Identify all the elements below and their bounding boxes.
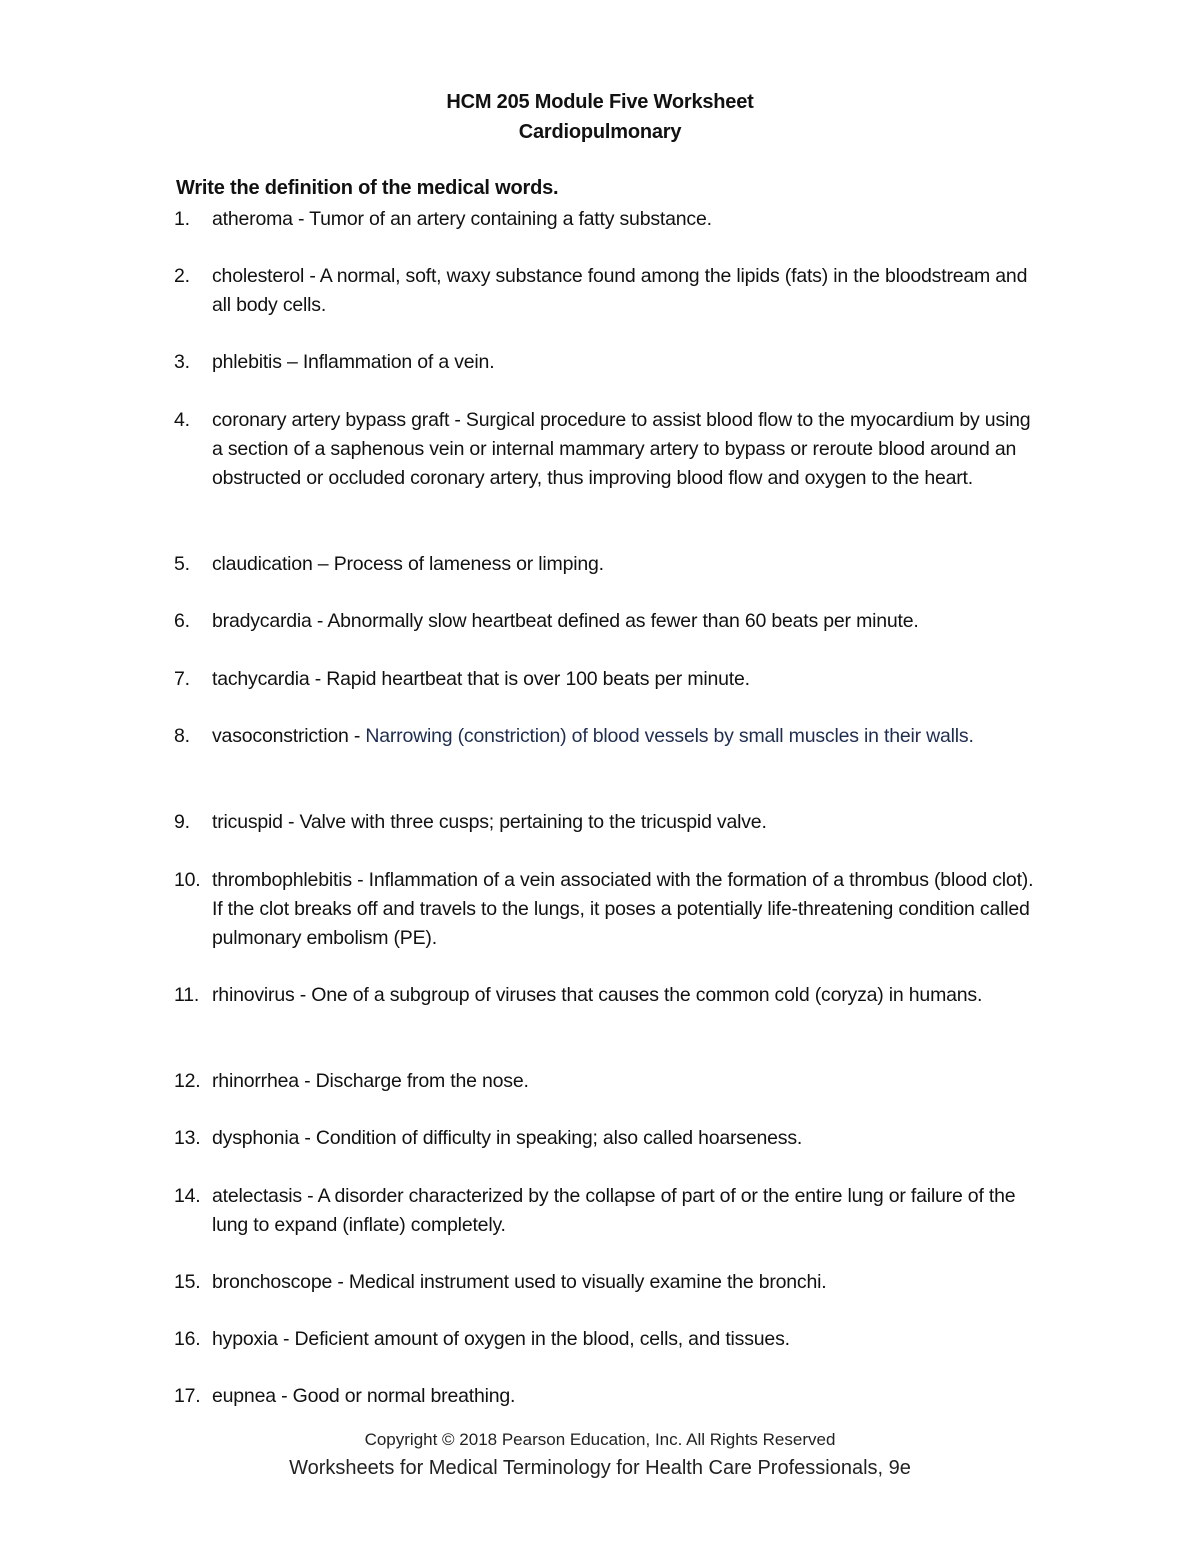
item-definition: Medical instrument used to visually examine the bronchi. [348,1271,827,1293]
item-term: rhinorrhea [212,1070,299,1092]
item-separator: - [348,725,366,747]
item-term: coronary artery bypass graft [212,409,450,431]
item-separator: - [277,1328,295,1350]
item-number: 15. [174,1271,201,1293]
list-item [174,1067,1044,1096]
item-number: 2. [174,265,190,287]
item-term: hypoxia [212,1328,278,1350]
item-number: 11. [174,984,200,1006]
item-number: 10. [174,869,201,891]
item-definition: Process of lameness or limping. [333,553,604,575]
item-term: phlebitis [212,351,282,373]
item-term: thrombophlebitis [212,869,352,891]
item-separator: - [351,869,369,891]
instruction-heading: Write the definition of the medical words. [176,177,559,199]
item-separator: - [332,1271,349,1293]
item-definition: Condition of difficulty in speaking; also called hoarseness. [315,1127,803,1149]
item-definition: Abnormally slow heartbeat defined as fewer than 60 beats per minute. [327,610,919,632]
item-definition: Discharge from the nose. [315,1070,529,1092]
list-item [174,665,1044,694]
item-term: dysphonia [212,1127,300,1149]
list-item [174,406,1044,493]
item-term: cholesterol [212,265,305,287]
item-number: 17. [174,1385,201,1407]
list-item [174,1325,1044,1354]
item-separator: - [294,984,312,1006]
item-separator: - [449,409,466,431]
item-definition: Deficient amount of oxygen in the blood, cells, and tissues. [294,1328,790,1350]
list-item [174,1182,1044,1240]
item-term: tachycardia [212,668,310,690]
item-separator: - [282,811,300,833]
item-number: 7. [174,668,190,690]
list-item [174,607,1044,636]
item-definition: Surgical procedure to assist blood flow to the myocardium by using a section of a saphenous vein or internal mammary artery to bypass or reroute blood around an obstructed or occluded coronary artery, thus improving blood flow and oxygen to the heart. [212,409,1031,489]
book-title-footer: Worksheets for Medical Terminology for Health Care Professionals, 9e [289,1457,911,1479]
item-definition: Valve with three cusps; pertaining to the tricuspid valve. [299,811,767,833]
item-definition: Narrowing (constriction) of blood vessels by small muscles in their walls. [365,725,974,747]
item-number: 14. [174,1185,201,1207]
list-item [174,722,1044,751]
item-separator: - [304,265,320,287]
page-title: HCM 205 Module Five Worksheet [446,91,754,113]
item-definition: Rapid heartbeat that is over 100 beats per minute. [326,668,750,690]
item-number: 1. [174,208,190,230]
list-item [174,1268,1044,1297]
item-term: bradycardia [212,610,312,632]
item-number: 5. [174,553,190,575]
copyright-footer: Copyright © 2018 Pearson Education, Inc. All Rights Reserved [364,1430,836,1449]
item-number: 4. [174,409,190,431]
item-term: atelectasis [212,1185,302,1207]
item-separator: - [298,1070,316,1092]
item-number: 16. [174,1328,201,1350]
item-definition: Inflammation of a vein associated with the formation of a thrombus (blood clot). If the clot breaks off and travels to the lungs, it poses a potentially life-threatening condition called pulmonary embolism (PE). [212,869,1034,949]
list-item [174,808,1044,837]
item-number: 13. [174,1127,201,1149]
item-definition: One of a subgroup of viruses that causes the common cold (coryza) in humans. [311,984,983,1006]
item-term: bronchoscope [212,1271,333,1293]
list-item [174,1382,1044,1411]
item-term: rhinovirus [212,984,295,1006]
item-number: 12. [174,1070,201,1092]
item-definition: Tumor of an artery containing a fatty substance. [309,208,712,230]
item-definition: A disorder characterized by the collapse of part of or the entire lung or failure of the lung to expand (inflate) completely. [212,1185,1016,1236]
item-term: atheroma [212,208,293,230]
item-separator: - [275,1385,293,1407]
item-separator: - [309,668,327,690]
item-term: claudication [212,553,313,575]
item-separator: - [301,1185,318,1207]
item-number: 6. [174,610,190,632]
item-definition: A normal, soft, waxy substance found among the lipids (fats) in the bloodstream and all body cells. [212,265,1028,316]
list-item [174,981,1044,1010]
list-item [174,866,1044,953]
item-separator: - [292,208,310,230]
list-item [174,1124,1044,1153]
item-term: eupnea [212,1385,276,1407]
item-separator: – [281,351,303,373]
item-separator: - [311,610,328,632]
item-term: vasoconstriction [212,725,349,747]
item-number: 9. [174,811,190,833]
item-definition: Good or normal breathing. [292,1385,516,1407]
list-item [174,262,1044,320]
item-separator: - [299,1127,316,1149]
page-subtitle: Cardiopulmonary [518,121,682,143]
item-number: 8. [174,725,190,747]
item-definition: Inflammation of a vein. [302,351,495,373]
item-separator: – [312,553,334,575]
item-term: tricuspid [212,811,283,833]
list-item [174,550,1044,579]
item-number: 3. [174,351,190,373]
list-item [174,205,1044,234]
list-item [174,348,1044,377]
